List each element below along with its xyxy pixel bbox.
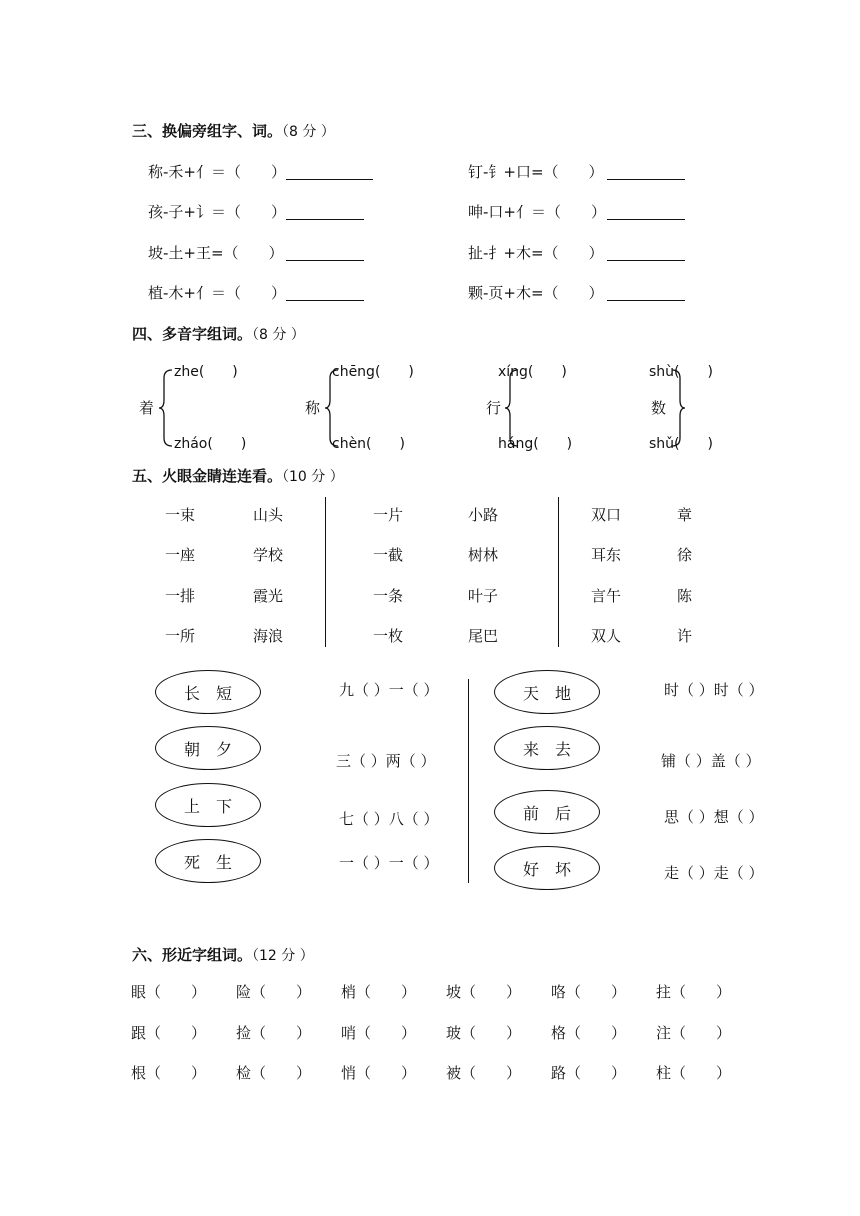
similar-char-item[interactable]: 根（ ）	[131, 1064, 207, 1082]
section-4-heading	[132, 323, 305, 344]
antonym-oval[interactable]: 前 后	[494, 790, 600, 834]
exercise-3-4: 呻-口+亻＝（ ）	[468, 203, 606, 221]
polyphone-char-2: 称	[305, 399, 321, 417]
section-5-points: （10 分 ）	[282, 469, 344, 485]
match-item[interactable]: 章	[677, 506, 693, 524]
antonym-oval[interactable]: 朝 夕	[155, 726, 261, 770]
match-item[interactable]: 耳东	[591, 546, 622, 564]
section-6-points: （12 分 ）	[252, 948, 314, 964]
similar-char-item[interactable]: 悄（ ）	[341, 1064, 417, 1082]
exercise-3-2: 钉-钅+口=（ ）	[468, 163, 604, 181]
polyphone-char-4: 数	[651, 399, 667, 417]
polyphone-4-bottom: shǔ( )	[649, 436, 713, 452]
polyphone-1-top: zhe( )	[174, 364, 238, 380]
answer-line-3-1[interactable]	[286, 179, 373, 180]
similar-char-item[interactable]: 哨（ ）	[341, 1024, 417, 1042]
polyphone-2-top: chēng( )	[332, 364, 414, 380]
phrase-blank[interactable]: 三（ ）两（ ）	[336, 752, 436, 770]
similar-char-item[interactable]: 玻（ ）	[446, 1024, 522, 1042]
column-divider	[558, 497, 559, 647]
phrase-blank[interactable]: 九（ ）一（ ）	[339, 681, 439, 699]
section-3-points: （8 分 ）	[282, 124, 335, 140]
answer-line-3-3[interactable]	[286, 219, 364, 220]
antonym-oval[interactable]: 死 生	[155, 839, 261, 883]
exercise-3-5: 坡-土+王=（ ）	[148, 244, 284, 262]
match-item[interactable]: 言午	[591, 587, 622, 605]
polyphone-3-top: xíng( )	[498, 364, 567, 380]
antonym-oval[interactable]: 好 坏	[494, 846, 600, 890]
match-item[interactable]: 一条	[373, 587, 404, 605]
match-item[interactable]: 一座	[165, 546, 196, 564]
answer-line-3-8[interactable]	[607, 300, 685, 301]
answer-line-3-4[interactable]	[607, 219, 685, 220]
match-item[interactable]: 尾巴	[468, 627, 499, 645]
similar-char-item[interactable]: 跟（ ）	[131, 1024, 207, 1042]
polyphone-2-bottom: chèn( )	[332, 436, 405, 452]
answer-line-3-7[interactable]	[286, 300, 364, 301]
similar-char-item[interactable]: 梢（ ）	[341, 983, 417, 1001]
match-item[interactable]: 叶子	[468, 587, 499, 605]
brace-1	[158, 368, 174, 448]
match-item[interactable]: 一所	[165, 627, 196, 645]
exercise-3-6: 扯-扌+木=（ ）	[468, 244, 604, 262]
match-item[interactable]: 一束	[165, 506, 196, 524]
match-item[interactable]: 陈	[677, 587, 693, 605]
similar-char-item[interactable]: 眼（ ）	[131, 983, 207, 1001]
match-item[interactable]: 双口	[591, 506, 622, 524]
match-item[interactable]: 海浪	[253, 627, 284, 645]
match-item[interactable]: 双人	[591, 627, 622, 645]
match-item[interactable]: 小路	[468, 506, 499, 524]
phrase-blank[interactable]: 走（ ）走（ ）	[664, 864, 764, 882]
match-item[interactable]: 一排	[165, 587, 196, 605]
answer-line-3-2[interactable]	[607, 179, 685, 180]
match-item[interactable]: 一枚	[373, 627, 404, 645]
match-item[interactable]: 学校	[253, 546, 284, 564]
exercise-3-1: 称-禾+亻＝（ ）	[148, 163, 286, 181]
phrase-blank[interactable]: 一（ ）一（ ）	[339, 854, 439, 872]
polyphone-3-bottom: háng( )	[498, 436, 573, 452]
exercise-3-7: 植-木+亻＝（ ）	[148, 284, 286, 302]
phrase-blank[interactable]: 七（ ）八（ ）	[339, 810, 439, 828]
similar-char-item[interactable]: 捡（ ）	[236, 1024, 312, 1042]
section-4-points: （8 分 ）	[252, 327, 305, 343]
similar-char-item[interactable]: 注（ ）	[656, 1024, 732, 1042]
match-item[interactable]: 一截	[373, 546, 404, 564]
antonym-oval[interactable]: 长 短	[155, 670, 261, 714]
section-6-heading	[132, 944, 314, 965]
match-item[interactable]: 徐	[677, 546, 693, 564]
polyphone-char-1: 着	[139, 399, 155, 417]
exercise-3-3: 孩-子+讠＝（ ）	[148, 203, 286, 221]
antonym-oval[interactable]: 天 地	[494, 670, 600, 714]
section-6-title: 六、形近字组词。	[132, 946, 253, 964]
antonym-oval[interactable]: 上 下	[155, 783, 261, 827]
similar-char-item[interactable]: 险（ ）	[236, 983, 312, 1001]
section-3-title: 三、换偏旁组字、词。	[132, 122, 283, 140]
similar-char-item[interactable]: 坡（ ）	[446, 983, 522, 1001]
section-4-title: 四、多音字组词。	[132, 325, 253, 343]
similar-char-item[interactable]: 咯（ ）	[551, 983, 627, 1001]
similar-char-item[interactable]: 柱（ ）	[656, 1064, 732, 1082]
similar-char-item[interactable]: 格（ ）	[551, 1024, 627, 1042]
polyphone-1-bottom: zháo( )	[174, 436, 247, 452]
similar-char-item[interactable]: 检（ ）	[236, 1064, 312, 1082]
match-item[interactable]: 山头	[253, 506, 284, 524]
match-item[interactable]: 树林	[468, 546, 499, 564]
section-5-title: 五、火眼金睛连连看。	[132, 467, 283, 485]
antonym-oval[interactable]: 来 去	[494, 726, 600, 770]
group-divider	[468, 679, 469, 883]
polyphone-4-top: shù( )	[649, 364, 713, 380]
match-item[interactable]: 一片	[373, 506, 404, 524]
phrase-blank[interactable]: 思（ ）想（ ）	[664, 808, 764, 826]
answer-line-3-5[interactable]	[286, 260, 364, 261]
column-divider	[325, 497, 326, 647]
phrase-blank[interactable]: 铺（ ）盖（ ）	[661, 752, 761, 770]
exercise-3-8: 颗-页+木=（ ）	[468, 284, 604, 302]
section-3-heading	[132, 120, 335, 141]
similar-char-item[interactable]: 被（ ）	[446, 1064, 522, 1082]
answer-line-3-6[interactable]	[607, 260, 685, 261]
similar-char-item[interactable]: 路（ ）	[551, 1064, 627, 1082]
similar-char-item[interactable]: 拄（ ）	[656, 983, 732, 1001]
phrase-blank[interactable]: 时（ ）时（ ）	[664, 681, 764, 699]
match-item[interactable]: 许	[677, 627, 693, 645]
match-item[interactable]: 霞光	[253, 587, 284, 605]
polyphone-char-3: 行	[486, 399, 502, 417]
section-5-heading	[132, 465, 344, 486]
